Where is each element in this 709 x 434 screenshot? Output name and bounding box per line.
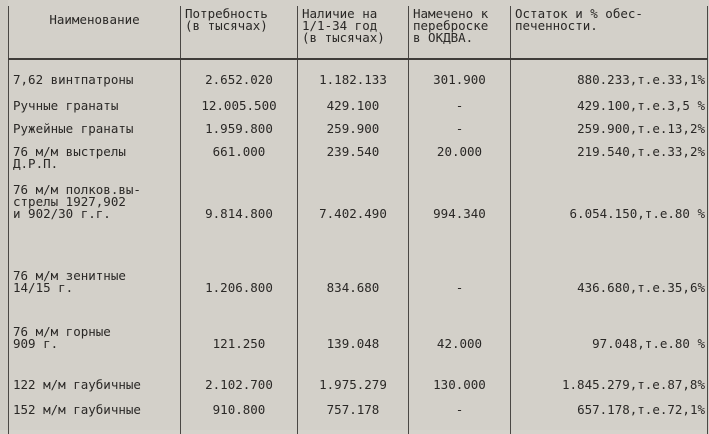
table-row [9, 270, 708, 326]
row-need: 2.102.700 [181, 379, 298, 404]
row-need: 1.959.800 [181, 123, 298, 146]
row-need: 661.000 [181, 146, 298, 184]
table-row [9, 326, 708, 379]
row-remainder: 429.100,т.е.3,5 % [511, 100, 708, 123]
row-remainder: 6.054.150,т.е.80 % [511, 184, 708, 270]
row-have: 429.100 [298, 100, 409, 123]
row-need: 2.652.020 [181, 74, 298, 100]
row-transfer: 42.000 [409, 326, 511, 379]
row-have: 259.900 [298, 123, 409, 146]
row-remainder: 436.680,т.е.35,6% [511, 270, 708, 326]
row-have: 7.402.490 [298, 184, 409, 270]
row-name: 76 м/м зенитные 14/15 г. [9, 270, 181, 326]
row-transfer: - [409, 270, 511, 326]
header-need: Потребность (в тысячах) [181, 6, 298, 59]
table-row [9, 184, 708, 270]
row-transfer: 301.900 [409, 74, 511, 100]
row-need: 121.250 [181, 326, 298, 379]
header-name: Наименование [9, 6, 181, 59]
row-remainder: 97.048,т.е.80 % [511, 326, 708, 379]
table-row [9, 100, 708, 123]
row-remainder: 259.900,т.е.13,2% [511, 123, 708, 146]
row-remainder: 657.178,т.е.72,1% [511, 404, 708, 434]
row-transfer: 20.000 [409, 146, 511, 184]
header-row [9, 6, 708, 59]
header-transfer: Намечено к переброске в ОКДВА. [409, 6, 511, 59]
row-transfer: - [409, 123, 511, 146]
row-transfer: - [409, 404, 511, 434]
row-need: 910.800 [181, 404, 298, 434]
row-need: 1.206.800 [181, 270, 298, 326]
row-remainder: 219.540,т.е.33,2% [511, 146, 708, 184]
row-have: 757.178 [298, 404, 409, 434]
row-transfer: - [409, 100, 511, 123]
header-have: Наличие на 1/1-34 год (в тысячах) [298, 6, 409, 59]
table-row [9, 74, 708, 100]
row-name: 76 м/м полков.вы- стрелы 1927,902 и 902/30 г.г. [9, 184, 181, 270]
row-name: 76 м/м выстрелы Д.Р.П. [9, 146, 181, 184]
row-name: 122 м/м гаубичные [9, 379, 181, 404]
table-row [9, 146, 708, 184]
row-name: 7,62 винтпатроны [9, 74, 181, 100]
row-transfer: 994.340 [409, 184, 511, 270]
row-name: 76 м/м горные 909 г. [9, 326, 181, 379]
table-row [9, 123, 708, 146]
row-need: 12.005.500 [181, 100, 298, 123]
row-transfer: 130.000 [409, 379, 511, 404]
row-have: 1.975.279 [298, 379, 409, 404]
table-row [9, 379, 708, 404]
row-have: 239.540 [298, 146, 409, 184]
row-name: Ручные гранаты [9, 100, 181, 123]
ammunition-supply-table [8, 6, 708, 434]
row-have: 834.680 [298, 270, 409, 326]
row-have: 1.182.133 [298, 74, 409, 100]
row-remainder: 1.845.279,т.е.87,8% [511, 379, 708, 404]
row-remainder: 880.233,т.е.33,1% [511, 74, 708, 100]
row-need: 9.814.800 [181, 184, 298, 270]
row-have: 139.048 [298, 326, 409, 379]
header-remainder: Остаток и % обес- печенности. [511, 6, 708, 59]
row-name: 152 м/м гаубичные [9, 404, 181, 434]
row-name: Ружейные гранаты [9, 123, 181, 146]
page-edge [0, 0, 8, 430]
